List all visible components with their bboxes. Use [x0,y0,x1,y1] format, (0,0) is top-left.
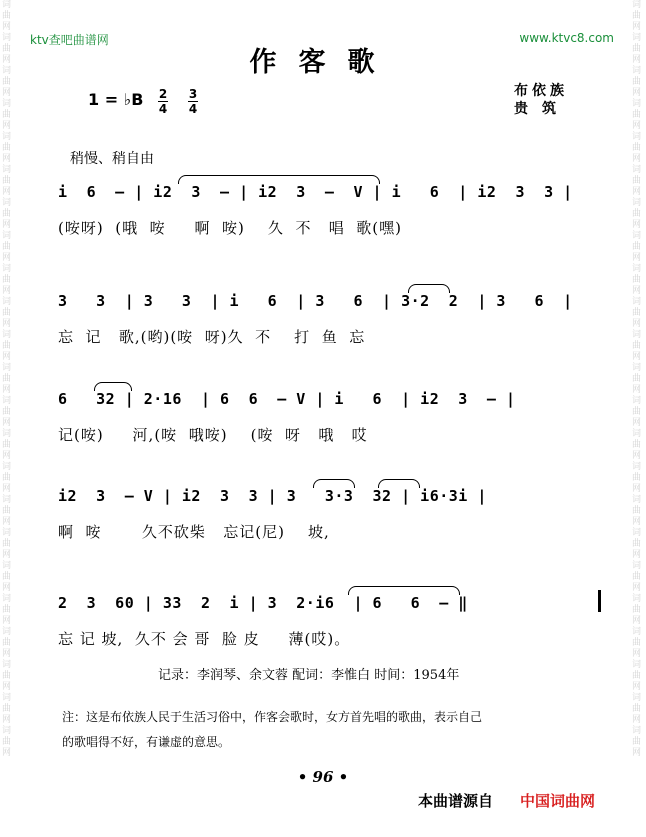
tempo-marking: 稍慢、稍自由 [70,151,154,167]
watermark-site-left: ktv查吧曲谱网 [30,33,109,47]
meter-denominator: 4 [188,102,198,116]
score-line-4 [58,487,588,547]
notation-row: i 6 — | i2 3 — | i2 3 — V | i 6 | i2 3 3 | [58,183,573,201]
lyric-row: 记(咹) 河,(咹 哦咹) (咹 呀 哦 哎 [58,426,368,444]
side-watermark-right: 词曲网词曲网词曲网词曲网词曲网词曲网词曲网词曲网词曲网词曲网词曲网词曲网词曲网词曲网词曲网词曲网词曲网词曲网词曲网词曲网词曲网词曲网词曲网 [632,0,642,758]
source-brand: 中国词曲网 [520,792,596,810]
footnote-line-2: 的歌唱得不好，有谦虚的意思。 [62,735,231,749]
meter-denominator: 4 [158,102,168,116]
credits: 记录：李润琴、余文蓉 配词：李惟白 时间：1954年 [158,668,460,683]
notation-row: i2 3 — V | i2 3 3 | 3 3·3 32 | i6·3i | [58,487,487,505]
score-line-2 [58,292,588,352]
lyric-row: 啊 咹 久不砍柴 忘记(尼) 坡, [58,523,330,541]
ethnic-group: 布依族 [514,83,568,99]
page-number: • 96 • [297,768,349,786]
score-line-1 [58,183,588,243]
side-watermark-left: 词曲网词曲网词曲网词曲网词曲网词曲网词曲网词曲网词曲网词曲网词曲网词曲网词曲网词曲网词曲网词曲网词曲网词曲网词曲网词曲网词曲网词曲网词曲网 [2,0,12,758]
meter-numerator: 3 [188,87,198,101]
notation-row: 6 32 | 2·16 | 6 6 — V | i 6 | i2 3 — | [58,390,516,408]
song-title: 作客歌 [249,47,397,78]
score-line-3 [58,390,588,450]
time-signature-1 [158,88,168,115]
footnote-line-1: 注：这是布依族人民于生活习俗中，作客会歌时，女方首先唱的歌曲，表示自己 [62,710,483,724]
lyric-row: 忘 记 歌,(哟)(咹 呀)久 不 打 鱼 忘 [58,328,366,346]
collector: 贵筑 [514,101,570,117]
meter-numerator: 2 [158,87,168,101]
watermark-site-right: www.ktvc8.com [519,31,614,45]
lyric-row: (咹呀) (哦 咹 啊 咹) 久 不 唱 歌(嘿) [58,219,403,237]
source-label: 本曲谱源自 [418,792,494,810]
notation-row: 2 3 60 | 33 2 i | 3 2·i6 | 6 6 — ‖ [58,594,468,612]
notation-row: 3 3 | 3 3 | i 6 | 3 6 | 3·2 2 | 3 6 | [58,292,573,310]
key-signature: 1 = ♭B [88,90,144,109]
score-line-5 [58,594,588,654]
final-barline [598,590,601,612]
lyric-row: 忘 记 坡, 久不 会 哥 脸 皮 薄(哎)。 [58,630,351,648]
time-signature-2 [188,88,198,115]
